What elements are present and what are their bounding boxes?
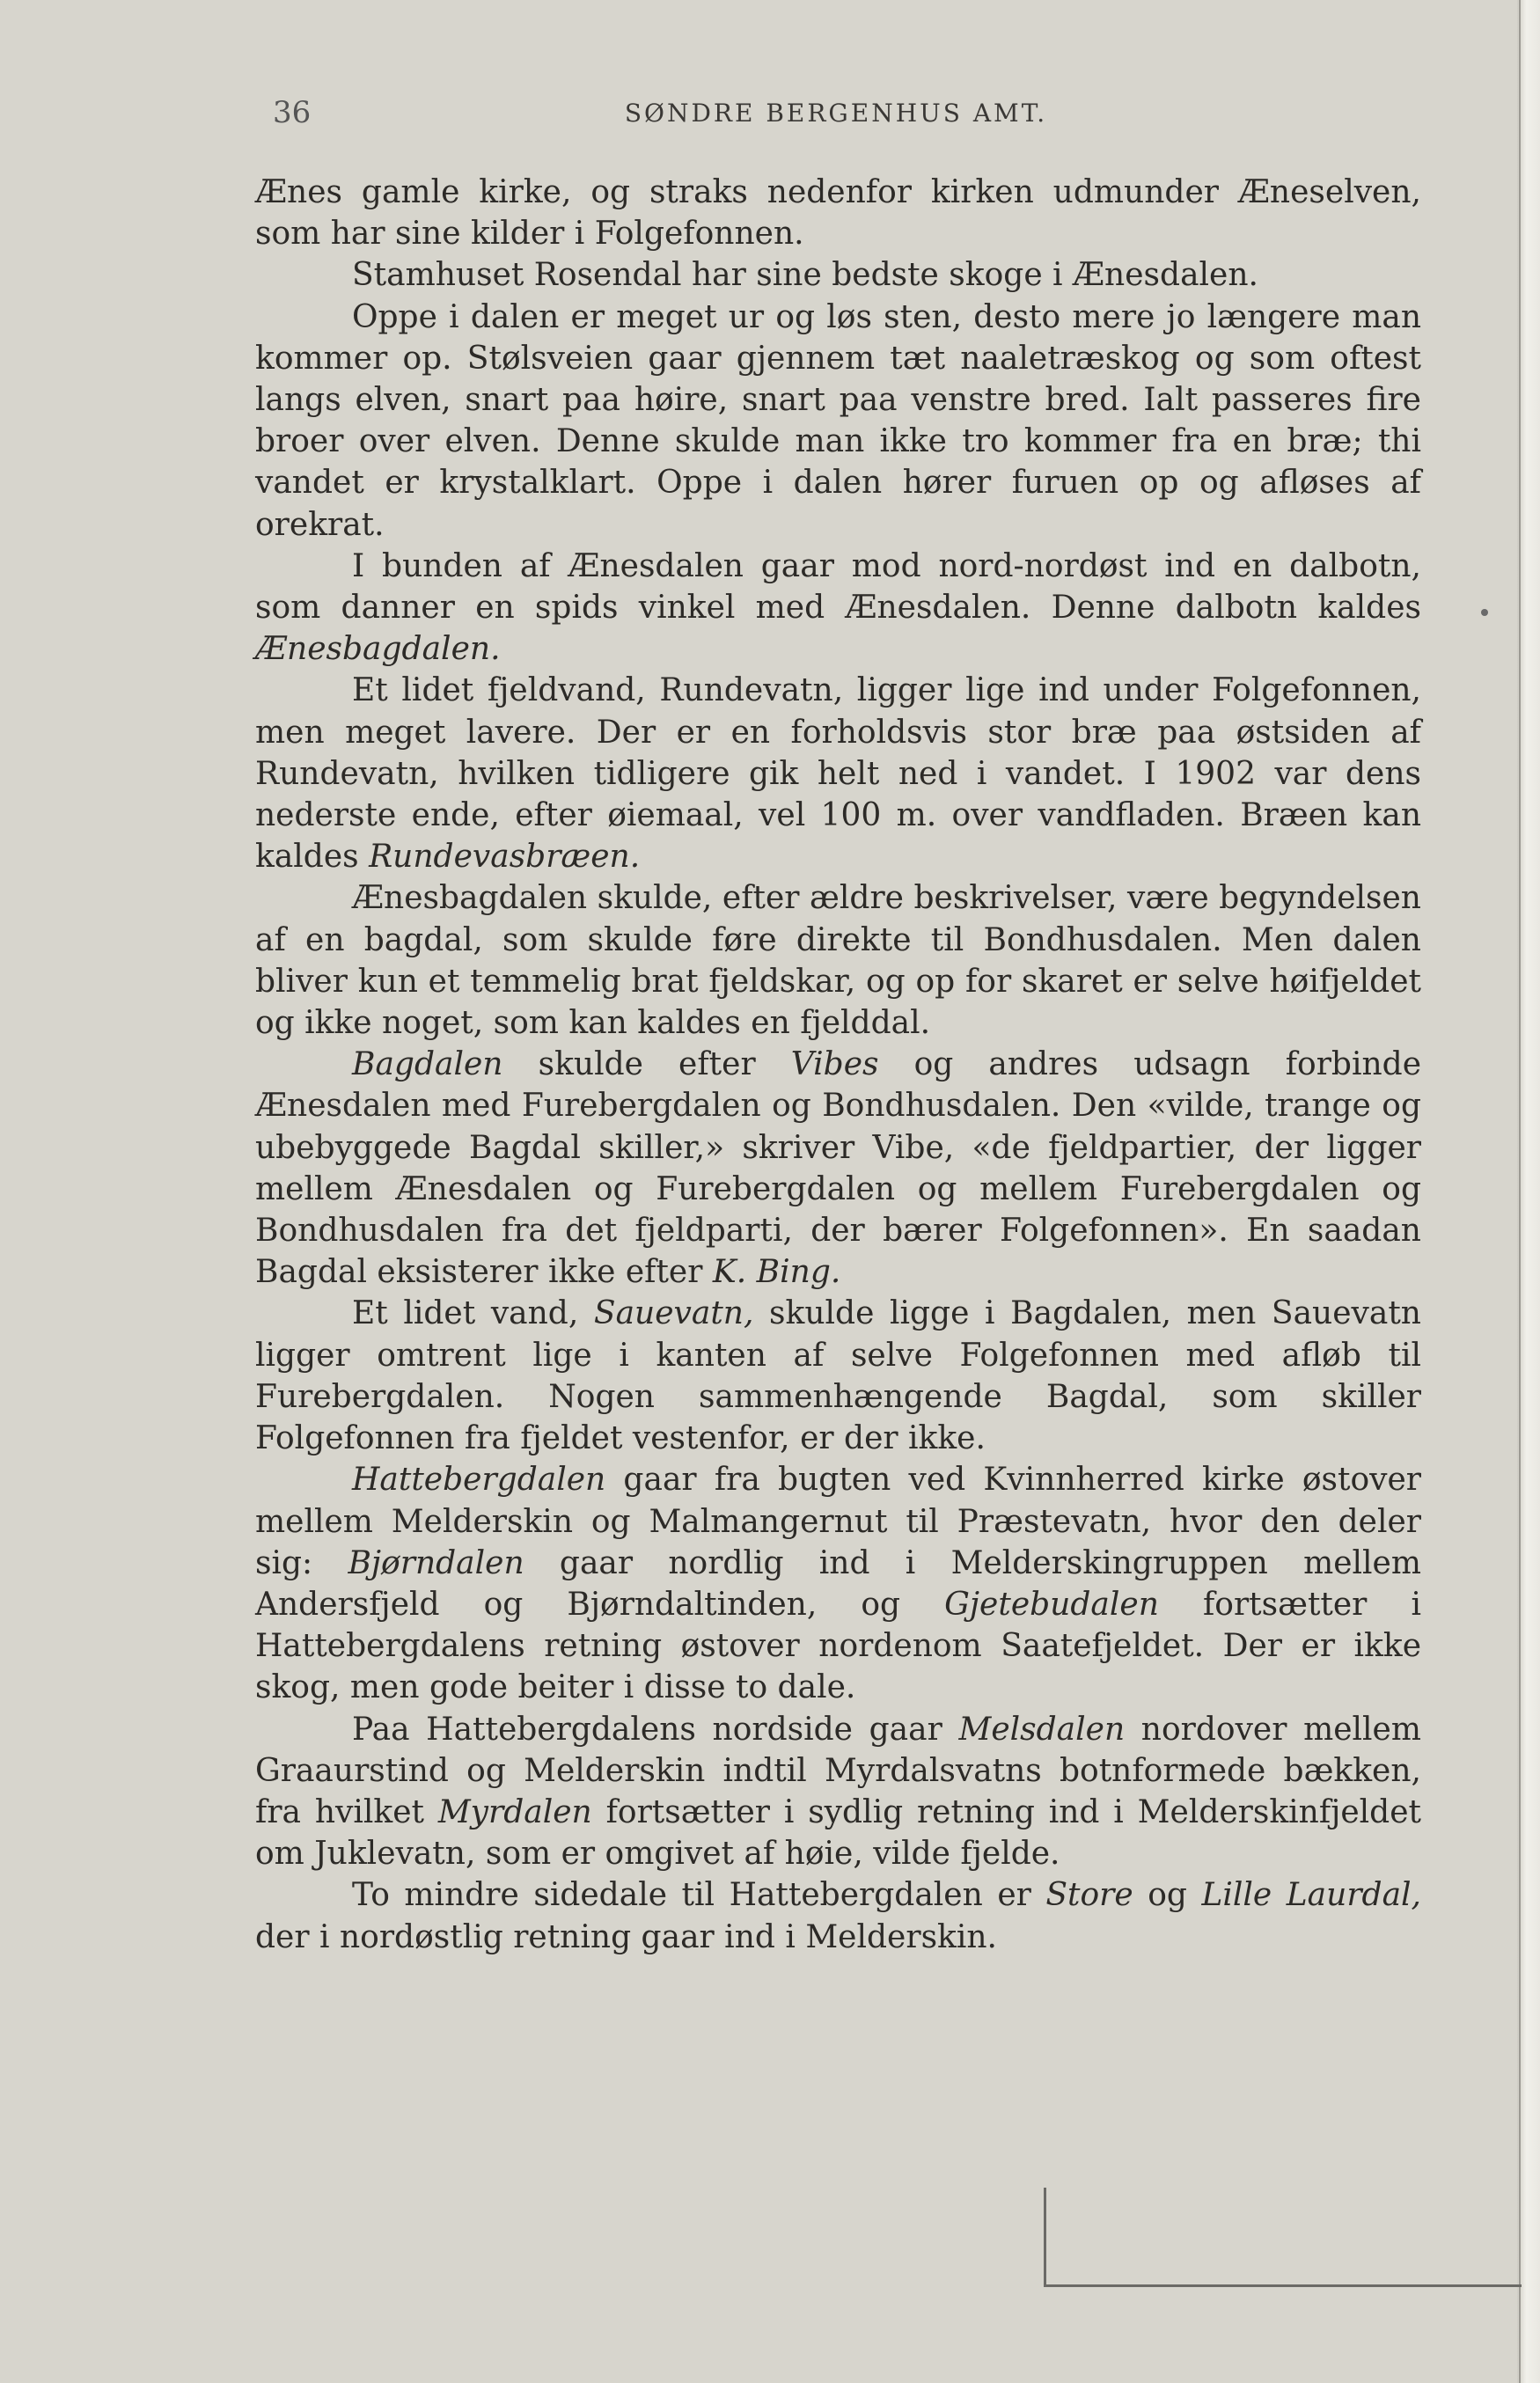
text-run: gaar fra bugten ved Kvinnherred kirke østover mellem Melderskin og Malmangernut til Præstevatn, hvor den deler sig: <box>255 1462 1421 1581</box>
running-head: SØNDRE BERGENHUS AMT. <box>624 99 1048 128</box>
text-run: fortsætter i sydlig retning ind i Melderskinfjeldet om Juklevatn, som er omgivet af høie, vilde fjelde. <box>255 1793 1421 1873</box>
paragraph-p5 <box>255 670 1421 877</box>
text-run: Ænesbagdalen skulde, efter ældre beskrivelser, være begyndelsen af en bagdal, som skulde føre direkte til Bondhusdalen. Men dalen bliver kun et temmelig brat fjeldskar, og op for skaret er selve høifjeldet og ikke noget, som kan kaldes en fjelddal. <box>255 880 1421 1042</box>
italic-term: Rundevasbræen. <box>369 839 641 876</box>
scan-speck <box>1481 609 1488 616</box>
page-edge-line <box>1519 0 1521 2383</box>
paragraph-p10 <box>255 1709 1421 1875</box>
italic-term: Store <box>1045 1877 1133 1914</box>
text-run: To mindre sidedale til Hattebergdalen er <box>352 1877 1046 1914</box>
page-header <box>255 95 1417 139</box>
text-run: Et lidet fjeldvand, Rundevatn, ligger lige ind under Folgefonnen, men meget lavere. Der er en forholdsvis stor bræ paa østsiden af Rundevatn, hvilken tidligere gik helt ned i vandet. I 1902 var dens nederste ende, efter øiemaal, vel 100 m. over vandfladen. Bræen kan kaldes <box>255 672 1421 876</box>
scan-corner-mark <box>1044 2188 1522 2287</box>
text-run: og andres udsagn forbinde Ænesdalen med Furebergdalen og Bondhusdalen. Den «vilde, trange og ubebyggede Bagdal skiller,» skriver Vibe, «de fjeldpartier, der ligger mellem Ænesdalen og Furebergdalen og mellem Furebergdalen og Bondhusdalen fra det fjeldparti, der bærer Folgefonnen». En saadan Bagdal eksisterer ikke efter <box>255 1046 1422 1291</box>
italic-term: Vibes <box>790 1046 879 1083</box>
body-text <box>255 172 1421 1958</box>
text-run: fortsætter i Hattebergdalens retning østover nordenom Saatefjeldet. Der er ikke skog, men gode beiter i disse to dale. <box>255 1586 1421 1706</box>
italic-term: Sauevatn, <box>593 1295 754 1332</box>
italic-term: Gjetebudalen <box>944 1586 1159 1623</box>
paragraph-p1 <box>255 172 1421 254</box>
text-run: skulde ligge i Bagdalen, men Sauevatn ligger omtrent lige i kanten af selve Folgefonnen med afløb til Furebergdalen. Nogen sammenhængende Bagdal, som skiller Folgefonnen fra fjeldet vestenfor, er der ikke. <box>255 1295 1421 1457</box>
text-run: Stamhuset Rosendal har sine bedste skoge i Ænesdalen. <box>352 257 1258 294</box>
paragraph-p11 <box>255 1874 1421 1957</box>
text-run: Paa Hattebergdalens nordside gaar <box>352 1711 959 1748</box>
italic-term: K. Bing. <box>712 1254 841 1291</box>
italic-term: Bjørndalen <box>348 1544 524 1581</box>
paragraph-p6 <box>255 877 1421 1044</box>
text-run: I bunden af Ænesdalen gaar mod nord-nordøst ind en dalbotn, som danner en spids vinkel med Ænesdalen. Denne dalbotn kaldes <box>255 547 1421 627</box>
page-number: 36 <box>273 95 312 130</box>
italic-term: Myrdalen <box>437 1793 592 1830</box>
italic-term: Hattebergdalen <box>352 1462 606 1499</box>
text-run: Oppe i dalen er meget ur og løs sten, desto mere jo længere man kommer op. Stølsveien gaar gjennem tæt naaletræskog og som oftest langs elven, snart paa høire, snart paa venstre bred. Ialt passeres fire broer over elven. Denne skulde man ikke tro kommer fra en bræ; thi vandet er krystalklart. Oppe i dalen hører furuen op og afløses af orekrat. <box>255 298 1421 543</box>
text-run: og <box>1133 1877 1202 1914</box>
text-run: gaar nordlig ind i Melderskingruppen mellem Andersfjeld og Bjørndaltinden, og <box>255 1544 1421 1623</box>
paragraph-p2 <box>255 254 1421 296</box>
paragraph-p4 <box>255 546 1421 671</box>
italic-term: Ænesbagdalen. <box>255 631 501 668</box>
italic-term: Melsdalen <box>958 1711 1126 1748</box>
italic-term: Bagdalen <box>352 1046 503 1083</box>
paragraph-p9 <box>255 1459 1421 1708</box>
paragraph-p8 <box>255 1293 1421 1459</box>
italic-term: Lille Laurdal, <box>1201 1877 1421 1914</box>
text-run: Ænes gamle kirke, og straks nedenfor kirken udmunder Æneselven, som har sine kilder i Folgefonnen. <box>255 174 1421 253</box>
paragraph-p7 <box>255 1044 1421 1293</box>
text-run: der i nordøstlig retning gaar ind i Melderskin. <box>255 1918 997 1955</box>
paragraph-p3 <box>255 297 1421 546</box>
text-run: Et lidet vand, <box>352 1295 594 1332</box>
text-run: skulde efter <box>502 1046 791 1083</box>
text-run: nordover mellem Graaurstind og Melderskin indtil Myrdalsvatns botnformede bækken, fra hvilket <box>255 1711 1421 1830</box>
